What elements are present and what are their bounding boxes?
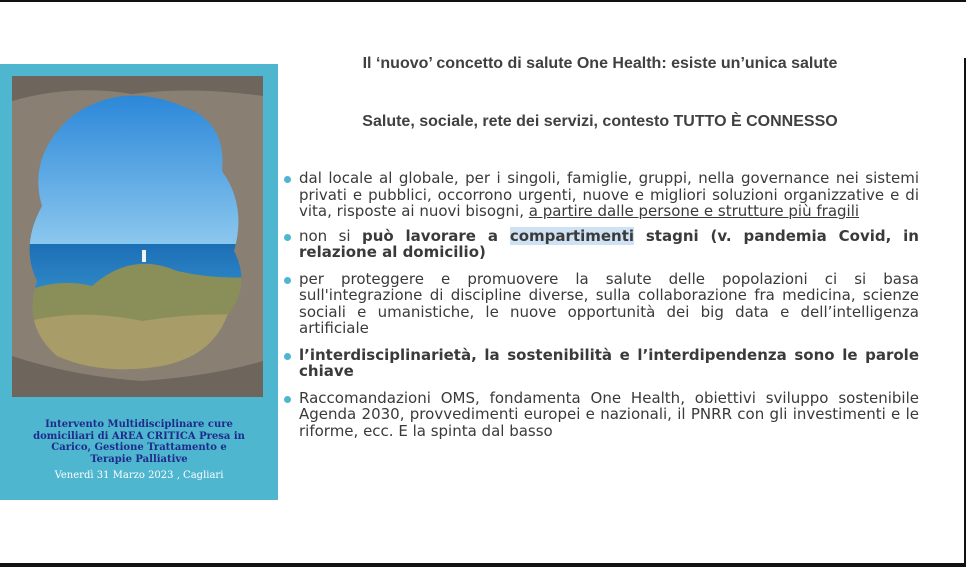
bullet-dot-icon	[284, 353, 291, 360]
poster-subtitle: Intervento Multidisciplinare cure domiciliari di AREA CRITICA Presa in Carico, Gestione Trattamento e Terapie Palliative	[33, 419, 245, 465]
list-item	[283, 228, 919, 261]
poster-photo	[12, 76, 263, 397]
bullet-dot-icon	[284, 396, 291, 403]
bullet-text: Raccomandazioni OMS, fondamenta One Health, obiettivi sviluppo sostenibile Agenda 2030, provvedimenti europei e nazionali, il PNRR con gli investimenti e le riforme, ecc. E la spinta dal basso	[299, 388, 919, 440]
list-item	[283, 390, 919, 440]
bullet-bold-text: può lavorare a	[361, 226, 510, 245]
slide-subtitle: Salute, sociale, rete dei servizi, contesto TUTTO È CONNESSO	[362, 113, 838, 130]
bullet-dot-icon	[284, 277, 291, 284]
bullet-text: non si	[299, 226, 362, 245]
bullet-dot-icon	[284, 176, 291, 183]
list-item	[283, 271, 919, 337]
bullet-dot-icon	[284, 234, 291, 241]
bullet-list	[283, 170, 919, 439]
event-poster	[0, 64, 278, 549]
poster-session: I Sessione PRESENTE E FUTURO DELLA ASSISTENZA TERRITORIALE	[65, 501, 213, 549]
bullet-text: per proteggere e promuovere la salute delle popolazioni ci si basa sull'integrazione di discipline diverse, sulla collaborazione fra medicina, scienze sociali e umanistiche, le nuove opportunità dei big data e dell’intelligenza artificiale	[299, 269, 919, 337]
poster-date: Venerdì 31 Marzo 2023 , Cagliari	[54, 470, 224, 481]
bottom-border	[0, 563, 966, 567]
bullet-underlined-text: a partire dalle persone e strutture più fragili	[528, 202, 860, 220]
list-item	[283, 347, 919, 380]
top-border	[0, 0, 966, 2]
bullet-text: dal locale al globale, per i singoli, famiglie, gruppi, nella governance nei sistemi privati e pubblici, occorrono urgenti, nuove e migliori soluzioni organizzative e di vita, risposte ai nuovi bisogni,	[299, 169, 919, 220]
bullet-highlight-text: compartimenti	[509, 226, 635, 245]
slide-title: Il ‘nuovo’ concetto di salute One Health: esiste un’unica salute	[362, 55, 838, 72]
list-item	[283, 170, 919, 220]
bullet-bold-text: stagni (v. pandemia Covid, in relazione al domicilio)	[299, 226, 919, 261]
bullet-text: l’interdisciplinarietà, la sostenibilità e l’interdipendenza sono le parole chiave	[299, 345, 919, 380]
